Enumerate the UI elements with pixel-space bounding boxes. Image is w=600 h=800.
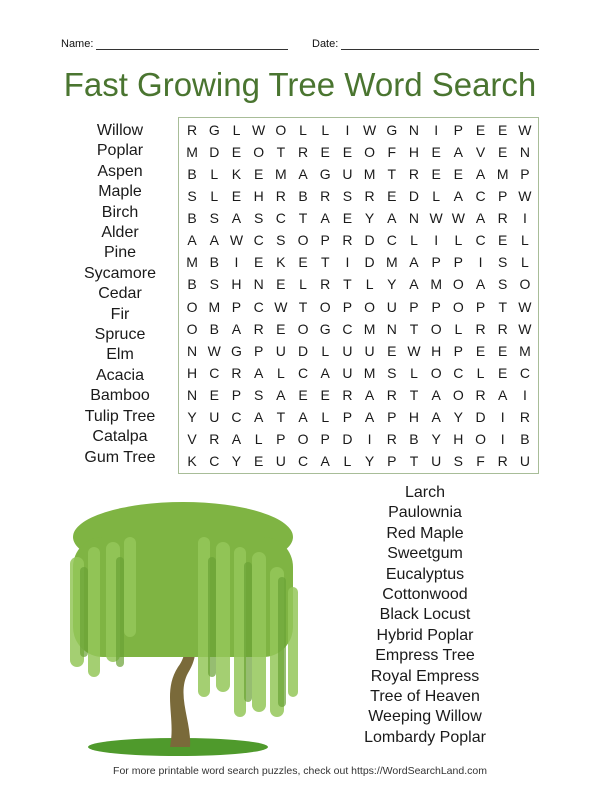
grid-cell[interactable]: S [253,386,264,403]
grid-cell[interactable]: L [365,276,374,293]
word-list-item: Fir [110,305,130,323]
grid-cell[interactable]: K [187,452,197,469]
grid-cell[interactable]: N [408,122,420,139]
grid-cell[interactable]: D [408,188,420,205]
grid-cell[interactable]: T [409,386,419,403]
grid-cell[interactable]: M [186,144,198,161]
grid-cell[interactable]: S [342,188,353,205]
grid-cell[interactable]: R [187,122,198,139]
grid-cell[interactable]: C [453,364,464,381]
grid-cell[interactable]: R [497,210,508,227]
grid-cell[interactable]: H [408,144,420,161]
grid-cell[interactable]: U [342,166,353,183]
grid-cell[interactable]: L [343,452,352,469]
grid-cell[interactable]: L [232,122,241,139]
grid-cell[interactable]: E [498,232,508,249]
grid-cell[interactable]: P [387,408,397,425]
grid-cell[interactable]: T [298,298,308,315]
page-title: Fast Growing Tree Word Search [63,66,537,103]
grid-cell[interactable]: M [385,254,398,271]
grid-cell[interactable]: W [207,342,221,359]
grid-cell[interactable]: P [342,298,353,315]
grid-cell[interactable]: Y [364,452,375,469]
word-list-item: Spruce [94,326,146,344]
grid-cell[interactable]: L [321,122,330,139]
grid-cell[interactable]: C [519,364,530,381]
grid-cell[interactable]: L [410,364,418,381]
grid-cell[interactable]: R [209,430,220,447]
grid-cell[interactable]: O [452,276,464,293]
grid-cell[interactable]: S [209,210,219,227]
grid-cell[interactable]: Y [431,430,441,447]
grid-cell[interactable]: C [297,364,309,381]
grid-cell[interactable]: L [476,364,485,381]
grid-cell[interactable]: P [453,254,464,271]
grid-cell[interactable]: L [454,232,463,249]
grid-cell[interactable]: I [345,122,350,139]
word-list-item: Empress Tree [375,647,475,665]
grid-cell[interactable]: D [475,408,486,425]
grid-cell[interactable]: F [387,144,397,161]
grid-cell[interactable]: P [431,254,441,271]
grid-cell[interactable]: L [432,188,441,205]
grid-cell[interactable]: M [208,298,221,315]
grid-cell[interactable]: G [208,122,220,139]
grid-cell[interactable]: U [364,342,375,359]
grid-cell[interactable]: E [298,386,308,403]
grid-cell[interactable]: T [498,298,507,315]
grid-cell[interactable]: B [298,188,308,205]
grid-cell[interactable]: I [500,430,505,447]
grid-cell[interactable]: A [320,364,330,381]
grid-cell[interactable]: A [475,276,486,293]
grid-cell[interactable]: L [521,254,529,271]
grid-cell[interactable]: P [253,342,264,359]
grid-cell[interactable]: V [475,144,486,161]
date-field[interactable] [312,38,539,50]
grid-cell[interactable]: L [276,364,285,381]
grid-cell[interactable]: E [276,320,286,337]
grid-cell[interactable]: S [209,276,219,293]
grid-cell[interactable]: L [210,166,219,183]
grid-cell[interactable]: I [434,122,439,139]
grid-cell[interactable]: W [518,122,532,139]
word-list-item: Eucalyptus [385,565,465,583]
grid-cell[interactable]: R [320,188,331,205]
grid-cell[interactable]: E [387,342,397,359]
grid-cell[interactable]: O [297,320,309,337]
grid-cell[interactable]: L [521,232,529,249]
word-list-item: Pine [103,244,137,262]
grid-cell[interactable]: N [253,276,264,293]
grid-cell[interactable]: O [364,144,376,161]
word-list-item: Paulownia [388,504,462,522]
grid-cell[interactable]: R [519,408,530,425]
grid-cell[interactable]: A [231,210,242,227]
word-list-item: Bamboo [90,387,150,405]
word-list-item: Elm [106,346,134,364]
grid-cell[interactable]: C [253,298,264,315]
grid-cell[interactable]: K [276,254,286,271]
grid-cell[interactable]: P [231,298,242,315]
grid-cell[interactable]: R [342,386,353,403]
grid-cell[interactable]: O [430,320,442,337]
grid-cell[interactable]: I [434,232,439,249]
grid-cell[interactable]: H [453,430,464,447]
grid-cell[interactable]: E [498,122,508,139]
grid-cell[interactable]: S [498,276,508,293]
word-list-item: Hybrid Poplar [376,626,474,644]
grid-cell[interactable]: W [518,298,532,315]
grid-cell[interactable]: O [186,298,198,315]
grid-cell[interactable]: B [409,430,419,447]
grid-cell[interactable]: U [386,298,397,315]
grid-cell[interactable]: P [475,298,486,315]
grid-cell[interactable]: A [298,166,308,183]
grid-cell[interactable]: C [231,408,242,425]
grid-cell[interactable]: K [231,166,242,183]
grid-cell[interactable]: O [452,386,464,403]
word-list-item: Acacia [95,366,145,384]
grid-cell[interactable]: Y [364,210,375,227]
grid-cell[interactable]: R [364,188,375,205]
grid-cell[interactable]: A [209,232,219,249]
grid-cell[interactable]: P [342,408,353,425]
grid-cell[interactable]: A [364,386,375,403]
grid-cell[interactable]: A [387,210,397,227]
grid-cell[interactable]: A [231,320,242,337]
word-list-item: Willow [96,122,144,139]
grid-cell[interactable]: L [299,122,307,139]
grid-cell[interactable]: O [364,298,376,315]
grid-cell[interactable]: W [274,298,288,315]
grid-cell[interactable]: H [408,408,420,425]
grid-cell[interactable]: H [187,364,198,381]
grid-cell[interactable]: W [429,210,443,227]
grid-cell[interactable]: R [408,166,420,183]
grid-cell[interactable]: W [362,122,377,139]
grid-cell[interactable]: A [431,408,441,425]
footer-text: For more printable word search puzzles, check out https://WordSearchLand.com [113,765,487,777]
grid-cell[interactable]: E [342,210,353,227]
grid-cell[interactable]: B [187,166,197,183]
grid-cell[interactable]: N [386,320,397,337]
grid-cell[interactable]: P [431,298,441,315]
word-list-item: Catalpa [92,428,148,446]
grid-cell[interactable]: E [231,188,242,205]
grid-cell[interactable]: O [452,298,464,315]
grid-cell[interactable]: T [298,210,308,227]
grid-cell[interactable]: A [498,386,508,403]
grid-cell[interactable]: C [475,188,486,205]
grid-cell[interactable]: O [253,144,265,161]
grid-cell[interactable]: A [231,430,242,447]
grid-cell[interactable]: E [320,386,330,403]
grid-cell[interactable]: P [276,430,286,447]
grid-cell[interactable]: M [363,166,376,183]
grid-cell[interactable]: O [319,298,331,315]
grid-cell[interactable]: O [297,232,309,249]
grid-cell[interactable]: L [321,342,330,359]
grid-cell[interactable]: D [342,430,353,447]
grid-cell[interactable]: R [231,364,242,381]
grid-cell[interactable]: A [475,166,486,183]
grid-cell[interactable]: T [409,320,419,337]
grid-cell[interactable]: R [386,386,397,403]
grid-cell[interactable]: W [518,320,532,337]
word-list-item: Tree of Heaven [370,688,480,706]
grid-cell[interactable]: H [253,188,264,205]
grid-cell[interactable]: U [275,452,286,469]
grid-cell[interactable]: L [321,408,330,425]
grid-cell[interactable]: V [187,430,197,447]
word-list-item: Tulip Tree [84,407,156,425]
grid-cell[interactable]: A [453,188,464,205]
grid-cell[interactable]: F [476,452,485,469]
grid-cell[interactable]: M [275,166,287,183]
date-line[interactable] [341,39,539,50]
grid-cell[interactable]: G [319,320,331,337]
word-list-item: Poplar [96,142,144,160]
grid-cell[interactable]: C [253,232,264,249]
word-list-item: Weeping Willow [368,708,482,726]
grid-cell[interactable]: S [276,232,286,249]
grid-cell[interactable]: A [409,254,419,271]
grid-cell[interactable]: M [519,342,531,359]
grid-cell[interactable]: O [275,122,287,139]
grid-cell[interactable]: B [520,430,530,447]
grid-cell[interactable]: W [252,122,266,139]
grid-cell[interactable]: B [187,210,197,227]
grid-cell[interactable]: A [276,386,286,403]
grid-cell[interactable]: R [253,320,264,337]
grid-cell[interactable]: S [453,452,464,469]
grid-cell[interactable]: O [430,364,442,381]
grid-cell[interactable]: I [478,254,483,271]
grid-cell[interactable]: C [342,320,353,337]
grid-cell[interactable]: D [209,144,220,161]
grid-cell[interactable]: A [253,408,264,425]
grid-cell[interactable]: E [475,122,486,139]
grid-cell[interactable]: A [475,210,486,227]
grid-cell[interactable]: O [297,430,309,447]
grid-cell[interactable]: E [298,254,308,271]
grid-cell[interactable]: T [276,144,286,161]
grid-cell[interactable]: W [451,210,465,227]
grid-cell[interactable]: W [518,188,532,205]
grid-cell[interactable]: B [209,254,219,271]
grid-cell[interactable]: M [363,320,376,337]
word-list-item: Black Locust [379,606,471,624]
grid-cell[interactable]: E [431,166,441,183]
grid-cell[interactable]: P [453,122,464,139]
grid-cell[interactable]: D [364,232,375,249]
grid-cell[interactable]: E [498,144,508,161]
grid-cell[interactable]: M [186,254,198,271]
word-list-item: Aspen [97,162,143,180]
grid-cell[interactable]: H [231,276,242,293]
grid-cell[interactable]: H [431,342,442,359]
word-list-item: Sycamore [83,264,157,282]
grid-cell[interactable]: L [299,276,307,293]
grid-cell[interactable]: N [187,386,198,403]
grid-cell[interactable]: T [320,254,330,271]
grid-cell[interactable]: P [453,342,464,359]
grid-cell[interactable]: S [253,210,264,227]
grid-cell[interactable]: A [453,144,464,161]
grid-cell[interactable]: E [342,144,353,161]
grid-cell[interactable]: G [386,122,398,139]
grid-cell[interactable]: S [187,188,197,205]
grid-cell[interactable]: L [410,232,418,249]
grid-cell[interactable]: I [345,254,350,271]
grid-cell[interactable]: P [387,452,397,469]
grid-cell[interactable]: E [475,342,486,359]
word-list-item: Cottonwood [382,586,468,604]
grid-cell[interactable]: E [498,342,508,359]
grid-cell[interactable]: B [187,276,197,293]
grid-cell[interactable]: N [187,342,198,359]
grid-cell[interactable]: U [342,342,353,359]
grid-cell[interactable]: U [275,342,286,359]
word-list-item: Cedar [98,285,142,303]
word-list-item: Sweetgum [387,545,463,563]
name-label: Name: [61,38,94,50]
grid-cell[interactable]: C [475,232,486,249]
grid-cell[interactable]: T [409,452,419,469]
grid-cell[interactable]: E [276,276,286,293]
word-search-grid[interactable] [178,117,539,474]
grid-cell[interactable]: A [320,452,330,469]
grid-cell[interactable]: U [519,452,530,469]
grid-cell[interactable]: C [209,452,220,469]
word-list-left [60,121,180,468]
grid-cell[interactable]: P [320,430,330,447]
grid-cell[interactable]: D [297,342,309,359]
grid-cell[interactable]: M [363,364,376,381]
grid-cell[interactable]: R [475,386,486,403]
grid-cell[interactable]: E [253,452,264,469]
grid-cell[interactable]: A [298,408,308,425]
grid-cell[interactable]: E [320,144,330,161]
grid-cell[interactable]: E [253,254,264,271]
grid-cell[interactable]: U [431,452,442,469]
grid-cell[interactable]: R [342,232,353,249]
date-label: Date: [312,38,339,50]
grid-cell[interactable]: T [343,276,352,293]
grid-cell[interactable]: W [407,342,421,359]
grid-cell[interactable]: R [275,188,286,205]
name-line[interactable] [96,39,288,50]
grid-cell[interactable]: Y [453,408,464,425]
grid-cell[interactable]: A [187,232,197,249]
word-list-item: Alder [101,224,139,242]
grid-cell[interactable]: I [234,254,239,271]
grid-cell[interactable]: C [297,452,309,469]
grid-cell[interactable]: E [453,166,464,183]
grid-cell[interactable]: B [209,320,219,337]
grid-cell[interactable]: A [409,276,419,293]
grid-cell[interactable]: Y [187,408,197,425]
word-list-item: Red Maple [386,524,464,542]
grid-cell[interactable]: M [496,166,509,183]
grid-cell[interactable]: O [186,320,198,337]
word-list-right [340,483,510,748]
grid-cell[interactable]: R [297,144,309,161]
grid-cell[interactable]: M [430,276,442,293]
grid-cell[interactable]: R [475,320,486,337]
grid-cell[interactable]: U [342,364,353,381]
grid-cell[interactable]: C [209,364,220,381]
word-list-item: Maple [98,183,142,201]
grid-cell[interactable]: I [367,430,372,447]
grid-cell[interactable]: R [497,320,508,337]
grid-cell[interactable]: P [231,386,242,403]
grid-cell[interactable]: E [209,386,219,403]
grid-cell[interactable]: R [386,430,397,447]
grid-cell[interactable]: P [320,232,330,249]
grid-cell[interactable]: N [408,210,420,227]
word-list-item: Royal Empress [370,667,480,685]
grid-cell[interactable]: O [475,430,486,447]
grid-cell[interactable]: O [519,276,531,293]
grid-cell[interactable]: A [431,386,441,403]
grid-cell[interactable]: U [209,408,220,425]
grid-cell[interactable]: P [409,298,419,315]
grid-cell[interactable]: C [275,210,286,227]
weeping-willow-tree-icon [58,497,308,759]
grid-cell[interactable]: I [522,386,527,403]
name-field[interactable] [61,38,288,50]
grid-cell[interactable]: S [387,364,397,381]
grid-cell[interactable]: L [454,320,463,337]
grid-cell[interactable]: A [253,364,264,381]
grid-cell[interactable]: T [276,408,286,425]
grid-cell[interactable]: Y [387,276,397,293]
grid-cell[interactable]: T [387,166,397,183]
grid-cell[interactable]: D [364,254,375,271]
grid-cell[interactable]: E [231,144,242,161]
grid-cell[interactable]: R [497,452,508,469]
grid-cell[interactable]: I [500,408,505,425]
grid-cell[interactable]: Y [231,452,242,469]
grid-cell[interactable]: A [320,210,330,227]
word-list-item: Larch [404,484,446,501]
grid-cell[interactable]: N [519,144,530,161]
grid-cell[interactable]: G [231,342,242,359]
word-list-item: Birch [101,203,139,221]
grid-cell[interactable]: W [229,232,244,249]
grid-cell[interactable]: E [431,144,441,161]
grid-cell[interactable]: G [319,166,331,183]
grid-cell[interactable]: S [498,254,508,271]
grid-cell[interactable]: P [498,188,508,205]
grid-cell[interactable]: C [386,232,397,249]
grid-cell[interactable]: E [387,188,397,205]
grid-cell[interactable]: I [522,210,527,227]
word-list-item: Gum Tree [84,448,156,466]
grid-cell[interactable]: L [210,188,219,205]
grid-cell[interactable]: R [320,276,331,293]
word-list-item: Lombardy Poplar [364,728,486,746]
grid-cell[interactable]: L [254,430,263,447]
grid-cell[interactable]: E [253,166,264,183]
grid-cell[interactable]: P [520,166,530,183]
grid-cell[interactable]: A [364,408,375,425]
grid-cell[interactable]: E [498,364,508,381]
